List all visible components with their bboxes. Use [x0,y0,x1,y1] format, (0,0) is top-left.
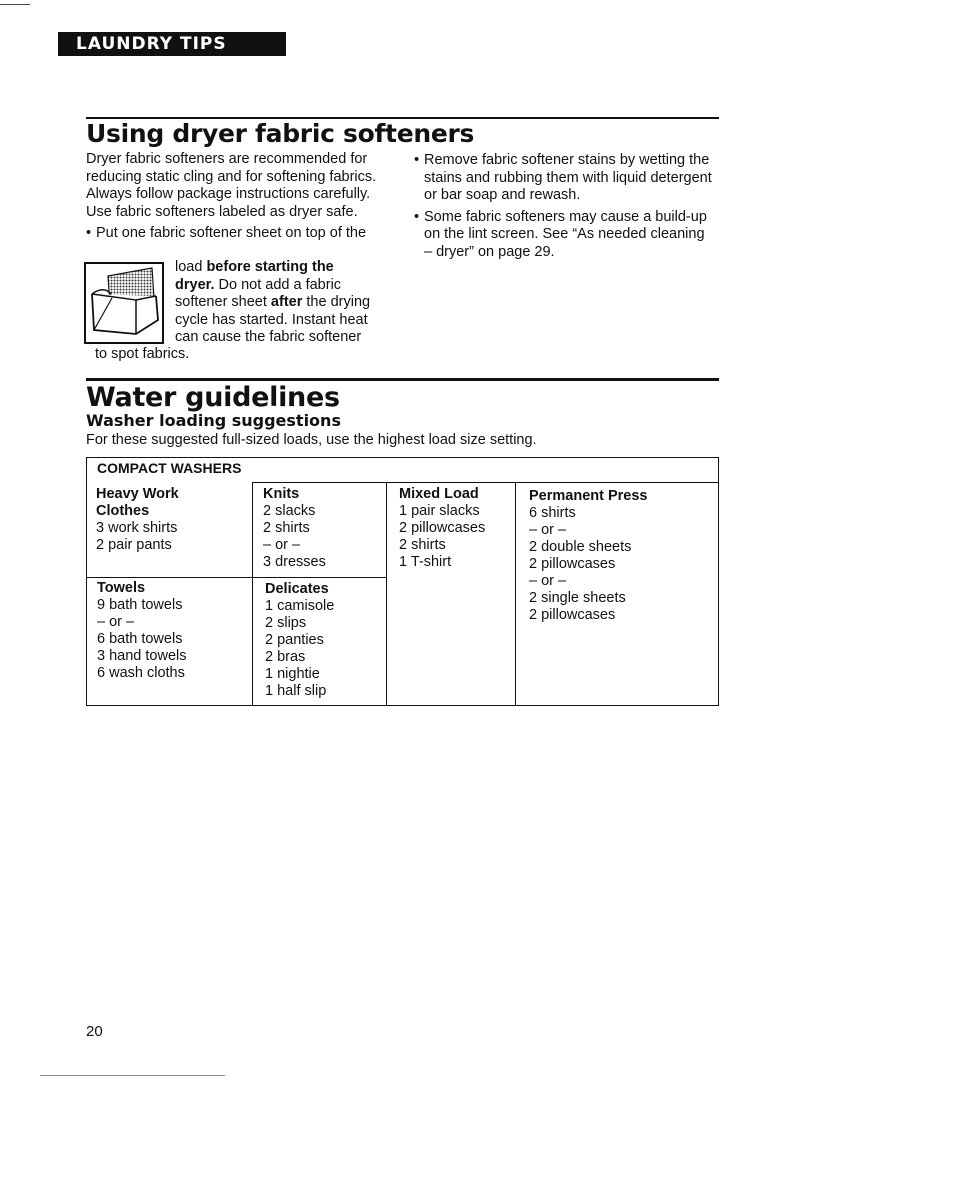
cell-line: – or – [529,573,567,589]
cell-line: 6 bath towels [97,631,183,647]
subsection-title: Washer loading suggestions [86,411,341,430]
table-rule [515,482,516,706]
table-cell-permanent-press [529,488,647,624]
cell-line: 2 pair pants [96,537,172,553]
section-title-water: Water guidelines [86,382,340,413]
cell-line: 3 dresses [263,554,326,570]
bullet-dot: • [414,152,420,168]
text-line: can cause the fabric softener [175,329,362,345]
table-rule [386,482,387,706]
cell-line: 2 slacks [263,503,316,519]
table-cell-heavy [96,486,179,554]
bullet-item [86,225,386,243]
cell-line: 6 wash cloths [97,665,185,681]
page-number: 20 [86,1023,103,1040]
cell-line: 1 camisole [265,598,335,614]
text-run: Do not add a fabric [214,276,342,293]
text-run: softener sheet [175,294,271,310]
softeners-right-column [414,152,714,261]
text-line: cycle has started. Instant heat [175,311,368,328]
table-cell-mixed [399,486,485,571]
bullet-item [414,209,714,262]
dryer-sheet-illustration [86,264,162,342]
softeners-left-column [86,151,386,243]
cell-line: 3 work shirts [96,520,178,536]
water-intro: For these suggested full-sized loads, use the highest load size setting. [86,432,537,448]
bullet-item [414,152,714,205]
text-line [175,277,370,295]
cell-line: 2 slips [265,615,307,631]
cell-line: 2 bras [265,649,306,665]
cell-line: 3 hand towels [97,648,187,664]
scan-artifact [40,1075,225,1076]
bullet-continued-text [175,259,370,347]
table-title: COMPACT WASHERS [97,460,242,476]
table-rule [252,482,719,483]
scan-artifact [0,4,30,5]
softeners-intro: Dryer fabric softeners are recommended for reducing static cling and for softening fabrics. Always follow package instructions carefully. Use fabric softeners labeled as dryer safe. [86,151,377,220]
cell-line: 2 pillowcases [529,556,616,572]
bullet-dot: • [86,225,92,241]
cell-line: 1 nightie [265,666,320,682]
text-run: load [175,259,207,275]
cell-line: 9 bath towels [97,597,183,613]
table-cell-knits [263,486,326,571]
text-line [175,259,370,277]
cell-heading: Delicates [265,581,329,597]
cell-line: 1 half slip [265,683,327,699]
cell-heading: Knits [263,486,300,502]
cell-heading: Towels [97,580,146,596]
cell-line: 2 pillowcases [529,607,616,623]
bullet-text: Remove fabric softener stains by wetting the stains and rubbing them with liquid detergent or bar soap and rewash. [424,152,712,203]
emphasis: dryer. [175,276,215,293]
emphasis: before starting the [206,259,334,275]
cell-line: 2 panties [265,632,324,648]
cell-line: 1 T-shirt [399,554,452,570]
bullet-text: Some fabric softeners may cause a build-up on the lint screen. See “As needed cleaning – dryer” on page 29. [424,208,707,260]
dryer-sheet-box-icon [84,262,164,344]
cell-line: 6 shirts [529,505,576,521]
table-cell-delicates [265,581,334,700]
cell-heading: Heavy Work [96,486,179,502]
bullet-text: Put one fabric softener sheet on top of the [96,225,367,241]
cell-heading: Mixed Load [399,486,479,502]
cell-line: 2 shirts [263,520,310,536]
cell-line: – or – [263,537,301,553]
table-rule [86,577,386,578]
cell-line: 2 shirts [399,537,446,553]
text-run: the drying [302,294,371,310]
cell-line: – or – [529,522,567,538]
cell-line: 2 double sheets [529,539,632,555]
text-line [175,294,370,312]
cell-line: 2 pillowcases [399,520,486,536]
bullet-dot: • [414,208,420,225]
text-line: to spot fabrics. [95,346,190,362]
section-tab: LAUNDRY TIPS [58,32,286,56]
cell-heading: Clothes [96,503,150,519]
cell-line: – or – [97,614,135,630]
emphasis: after [270,294,303,310]
table-rule [252,482,253,706]
table-cell-towels [97,580,186,682]
cell-heading: Permanent Press [529,488,648,504]
section-title-softeners: Using dryer fabric softeners [86,119,475,148]
cell-line: 1 pair slacks [399,503,480,519]
cell-line: 2 single sheets [529,590,626,606]
